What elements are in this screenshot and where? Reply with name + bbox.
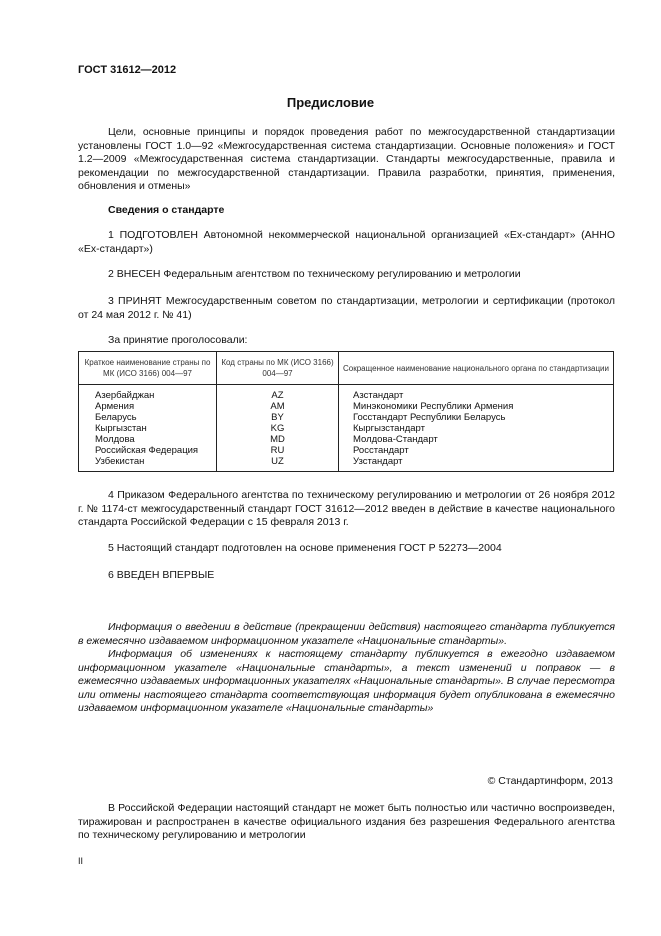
country-code: KG — [217, 423, 339, 434]
country-code: AZ — [217, 385, 339, 402]
item-6-first-introduced: 6 ВВЕДЕН ВПЕРВЫЕ — [108, 569, 215, 581]
page-number: II — [78, 856, 84, 866]
standards-body: Кыргызстандарт — [339, 423, 614, 434]
item-2-submitted: 2 ВНЕСЕН Федеральным агентством по техническому регулированию и метрологии — [108, 268, 521, 280]
voted-label: За принятие проголосовали: — [108, 334, 248, 346]
table-header-body: Сокращенное наименование национального органа по стандартизации — [339, 352, 614, 385]
country-code: MD — [217, 434, 339, 445]
standards-body: Молдова-Стандарт — [339, 434, 614, 445]
country-name: Кыргызстан — [79, 423, 217, 434]
info-paragraph-1: Информация о введении в действие (прекращении действия) настоящего стандарта публикуется в ежемесячно издаваемом информационном указателе «Национальные стандарты». — [78, 621, 615, 647]
table-row — [79, 385, 614, 402]
country-name: Узбекистан — [79, 456, 217, 472]
table-header-row — [79, 352, 614, 385]
info-paragraph-2: Информация об изменениях к настоящему стандарту публикуется в ежегодно издаваемом информационном указателе «Национальные стандарты», а текст изменений и поправок — в ежемесячно издаваемых информационных указателях «Национальные стандарты». В случае пересмотра или отмены настоящего стандарта соответствующая информация будет опубликована в ежемесячно издаваемом информационном указателе «Национальные стандарты» — [78, 648, 615, 714]
document-code-header: ГОСТ 31612—2012 — [78, 64, 177, 76]
item-5-basis: 5 Настоящий стандарт подготовлен на основе применения ГОСТ Р 52273—2004 — [108, 542, 502, 554]
item-4-enacted: 4 Приказом Федерального агентства по техническому регулированию и метрологии от 26 ноября 2012 г. № 1174-ст межгосударственный стандарт ГОСТ 31612—2012 введен в действие в качестве национального стандарта Российской Федерации с 15 февраля 2013 г. — [78, 489, 615, 528]
table-header-country: Краткое наименование страны по МК (ИСО 3166) 004—97 — [79, 352, 217, 385]
table-row — [79, 423, 614, 434]
standards-body: Минэкономики Республики Армения — [339, 401, 614, 412]
table-row — [79, 434, 614, 445]
table-row — [79, 445, 614, 456]
country-name: Российская Федерация — [79, 445, 217, 456]
standards-body: Росстандарт — [339, 445, 614, 456]
page-title: Предисловие — [286, 95, 375, 110]
country-code: UZ — [217, 456, 339, 472]
country-name: Молдова — [79, 434, 217, 445]
item-1-prepared: 1 ПОДГОТОВЛЕН Автономной некоммерческой национальной организацией «Ех-стандарт» (АННО «Ех-стандарт») — [78, 229, 615, 255]
standards-body: Азстандарт — [339, 385, 614, 402]
country-code: RU — [217, 445, 339, 456]
country-code: BY — [217, 412, 339, 423]
table-row — [79, 412, 614, 423]
country-name: Беларусь — [79, 412, 217, 423]
table-header-code: Код страны по МК (ИСО 3166) 004—97 — [217, 352, 339, 385]
country-name: Армения — [79, 401, 217, 412]
table-row — [79, 456, 614, 472]
voting-countries-table — [78, 351, 614, 472]
country-code: AM — [217, 401, 339, 412]
copyright-notice: © Стандартинформ, 2013 — [487, 775, 613, 787]
item-3-adopted: 3 ПРИНЯТ Межгосударственным советом по стандартизации, метрологии и сертификации (протокол от 24 мая 2012 г. № 41) — [78, 295, 615, 321]
reproduction-rights: В Российской Федерации настоящий стандарт не может быть полностью или частично воспроизведен, тиражирован и распространен в качестве официального издания без разрешения Федерального агентства по техническому регулированию и метрологии — [78, 802, 615, 841]
intro-paragraph: Цели, основные принципы и порядок проведения работ по межгосударственной стандартизации установлены ГОСТ 1.0—92 «Межгосударственная система стандартизации. Основные положения» и ГОСТ 1.2—2009 «Межгосударственная система стандартизации. Стандарты межгосударственные, правила и рекомендации по межгосударственной стандартизации. Правила разработки, принятия, применения, обновления и отмены» — [78, 126, 615, 192]
section-heading: Сведения о стандарте — [108, 204, 225, 216]
standards-body: Госстандарт Республики Беларусь — [339, 412, 614, 423]
country-name: Азербайджан — [79, 385, 217, 402]
standards-body: Узстандарт — [339, 456, 614, 472]
table-row — [79, 401, 614, 412]
